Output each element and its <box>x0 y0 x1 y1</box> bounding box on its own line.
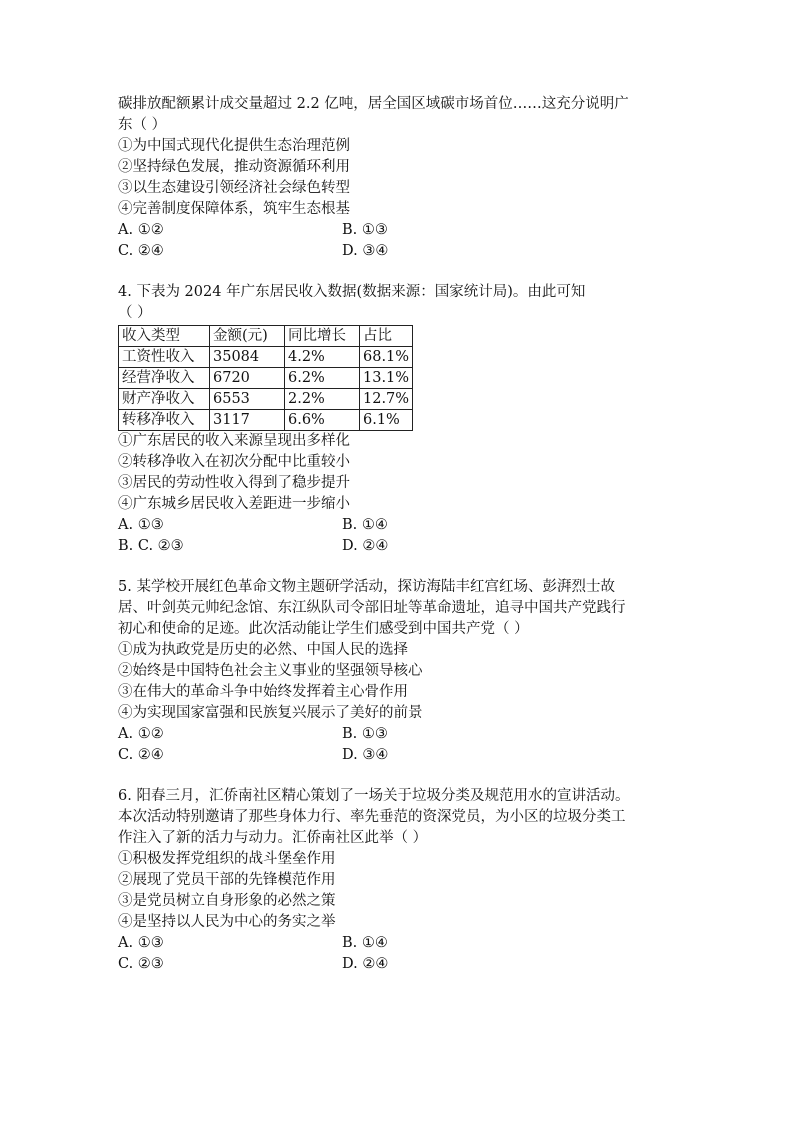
table-cell: 12.7% <box>360 389 413 410</box>
q3-options-row-1 <box>118 220 698 241</box>
q5-options-row-2 <box>118 745 698 766</box>
q4-options-row-1 <box>118 515 698 536</box>
table-cell: 工资性收入 <box>119 347 210 368</box>
table-header-cell: 同比增长 <box>285 326 360 347</box>
table-row <box>119 368 413 389</box>
table-cell: 35084 <box>210 347 285 368</box>
table-header-cell: 金额(元) <box>210 326 285 347</box>
table-header-cell: 占比 <box>360 326 413 347</box>
spacer <box>118 766 698 786</box>
spacer <box>118 262 698 282</box>
q6-item-4: ④是坚持以人民为中心的务实之举 <box>118 914 336 930</box>
table-cell: 4.2% <box>285 347 360 368</box>
table-row <box>119 347 413 368</box>
table-cell: 经营净收入 <box>119 368 210 389</box>
q5-option-c[interactable]: C. ②④ <box>118 747 164 763</box>
q3-item-1: ①为中国式现代化提供生态治理范例 <box>118 138 350 154</box>
q4-option-c[interactable]: B. C. ②③ <box>118 538 184 554</box>
table-cell: 6.6% <box>285 410 360 431</box>
q5-item-4: ④为实现国家富强和民族复兴展示了美好的前景 <box>118 705 423 721</box>
question-6 <box>118 786 698 975</box>
q3-stem-line1: 碳排放配额累计成交量超过 2.2 亿吨，居全国区域碳市场首位……这充分说明广 <box>118 96 629 112</box>
table-cell: 财产净收入 <box>119 389 210 410</box>
q3-option-a[interactable]: A. ①② <box>118 222 164 238</box>
q4-stem-line1: 4. 下表为 2024 年广东居民收入数据(数据来源：国家统计局)。由此可知 <box>118 284 586 300</box>
q5-stem-line1: 5. 某学校开展红色革命文物主题研学活动，探访海陆丰红宫红场、彭湃烈士故 <box>118 579 615 595</box>
q6-item-2: ②展现了党员干部的先锋模范作用 <box>118 872 336 888</box>
table-cell: 6.1% <box>360 410 413 431</box>
q5-item-2: ②始终是中国特色社会主义事业的坚强领导核心 <box>118 663 423 679</box>
q3-options-row-2 <box>118 241 698 262</box>
table-row <box>119 389 413 410</box>
exam-page <box>118 94 698 975</box>
q4-item-2: ②转移净收入在初次分配中比重较小 <box>118 454 350 470</box>
table-cell: 6553 <box>210 389 285 410</box>
q6-options-row-1 <box>118 933 698 954</box>
question-5 <box>118 577 698 766</box>
q6-option-b[interactable]: B. ①④ <box>342 935 388 951</box>
q3-option-d[interactable]: D. ③④ <box>342 243 389 259</box>
q3-item-4: ④完善制度保障体系，筑牢生态根基 <box>118 201 350 217</box>
q5-option-a[interactable]: A. ①② <box>118 726 164 742</box>
q5-options-row-1 <box>118 724 698 745</box>
table-cell: 转移净收入 <box>119 410 210 431</box>
q4-item-1: ①广东居民的收入来源呈现出多样化 <box>118 433 350 449</box>
q6-option-d[interactable]: D. ②④ <box>342 956 389 972</box>
q3-stem-line2: 东（ ） <box>118 117 167 133</box>
q6-item-1: ①积极发挥党组织的战斗堡垒作用 <box>118 851 336 867</box>
q6-stem-line1: 6. 阳春三月，汇侨南社区精心策划了一场关于垃圾分类及规范用水的宣讲活动。 <box>118 788 630 804</box>
q6-stem-line3: 作注入了新的活力与动力。汇侨南社区此举（ ） <box>118 830 428 846</box>
table-cell: 6.2% <box>285 368 360 389</box>
q3-option-c[interactable]: C. ②④ <box>118 243 164 259</box>
q3-item-3: ③以生态建设引领经济社会绿色转型 <box>118 180 350 196</box>
q6-option-a[interactable]: A. ①③ <box>118 935 164 951</box>
table-cell: 13.1% <box>360 368 413 389</box>
q4-item-3: ③居民的劳动性收入得到了稳步提升 <box>118 475 350 491</box>
question-4 <box>118 282 698 557</box>
spacer <box>118 557 698 577</box>
q3-item-2: ②坚持绿色发展，推动资源循环利用 <box>118 159 350 175</box>
question-3 <box>118 94 698 262</box>
q5-item-1: ①成为执政党是历史的必然、中国人民的选择 <box>118 642 408 658</box>
q6-options-row-2 <box>118 954 698 975</box>
table-row <box>119 410 413 431</box>
q5-option-b[interactable]: B. ①③ <box>342 726 388 742</box>
q4-option-d[interactable]: D. ②④ <box>342 538 389 554</box>
table-cell: 2.2% <box>285 389 360 410</box>
table-cell: 6720 <box>210 368 285 389</box>
table-header-cell: 收入类型 <box>119 326 210 347</box>
q3-option-b[interactable]: B. ①③ <box>342 222 388 238</box>
q5-stem-line2: 居、叶剑英元帅纪念馆、东江纵队司令部旧址等革命遗址，追寻中国共产党践行 <box>118 600 626 616</box>
q6-item-3: ③是党员树立自身形象的必然之策 <box>118 893 336 909</box>
q5-item-3: ③在伟大的革命斗争中始终发挥着主心骨作用 <box>118 684 408 700</box>
q4-options-row-2 <box>118 536 698 557</box>
q4-option-b[interactable]: B. ①④ <box>342 517 388 533</box>
q5-option-d[interactable]: D. ③④ <box>342 747 389 763</box>
q6-stem-line2: 本次活动特别邀请了那些身体力行、率先垂范的资深党员，为小区的垃圾分类工 <box>118 809 626 825</box>
income-table <box>118 325 413 431</box>
table-cell: 3117 <box>210 410 285 431</box>
q4-stem-line2: （ ） <box>118 305 152 321</box>
q4-option-a[interactable]: A. ①③ <box>118 517 164 533</box>
q6-option-c[interactable]: C. ②③ <box>118 956 164 972</box>
table-header-row <box>119 326 413 347</box>
q4-item-4: ④广东城乡居民收入差距进一步缩小 <box>118 496 350 512</box>
q5-stem-line3: 初心和使命的足迹。此次活动能让学生们感受到中国共产党（ ） <box>118 621 529 637</box>
table-cell: 68.1% <box>360 347 413 368</box>
